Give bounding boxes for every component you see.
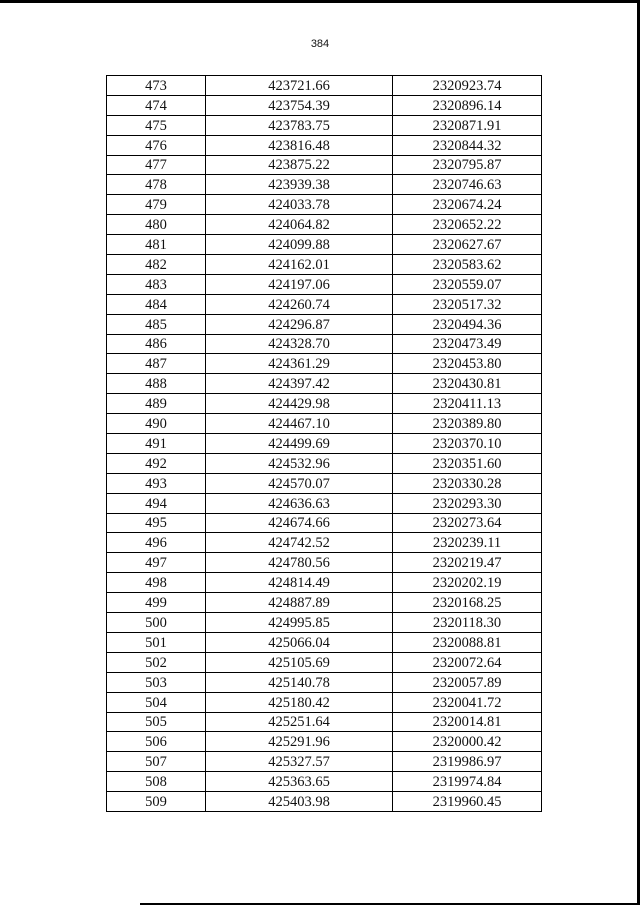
table-row	[107, 354, 542, 374]
point-id-cell: 502	[107, 652, 206, 672]
y-coordinate-cell: 2320559.07	[393, 274, 542, 294]
table-row	[107, 175, 542, 195]
x-coordinate-cell: 425363.65	[206, 772, 393, 792]
point-id-cell: 501	[107, 632, 206, 652]
scan-border-top	[0, 0, 640, 3]
y-coordinate-cell: 2320370.10	[393, 434, 542, 454]
point-id-cell: 500	[107, 613, 206, 633]
table-row	[107, 513, 542, 533]
y-coordinate-cell: 2320118.30	[393, 613, 542, 633]
y-coordinate-cell: 2320844.32	[393, 135, 542, 155]
table-row	[107, 493, 542, 513]
y-coordinate-cell: 2320000.42	[393, 732, 542, 752]
x-coordinate-cell: 424780.56	[206, 553, 393, 573]
point-id-cell: 475	[107, 115, 206, 135]
y-coordinate-cell: 2320219.47	[393, 553, 542, 573]
point-id-cell: 486	[107, 334, 206, 354]
table-row	[107, 573, 542, 593]
point-id-cell: 505	[107, 712, 206, 732]
table-row	[107, 235, 542, 255]
table-row	[107, 115, 542, 135]
y-coordinate-cell: 2320746.63	[393, 175, 542, 195]
y-coordinate-cell: 2320517.32	[393, 294, 542, 314]
x-coordinate-cell: 423754.39	[206, 95, 393, 115]
point-id-cell: 477	[107, 155, 206, 175]
point-id-cell: 493	[107, 473, 206, 493]
point-id-cell: 508	[107, 772, 206, 792]
x-coordinate-cell: 424995.85	[206, 613, 393, 633]
table-row	[107, 453, 542, 473]
x-coordinate-cell: 424814.49	[206, 573, 393, 593]
point-id-cell: 473	[107, 76, 206, 96]
x-coordinate-cell: 423939.38	[206, 175, 393, 195]
table-row	[107, 274, 542, 294]
table-row	[107, 135, 542, 155]
x-coordinate-cell: 424532.96	[206, 453, 393, 473]
x-coordinate-cell: 424260.74	[206, 294, 393, 314]
x-coordinate-cell: 425327.57	[206, 752, 393, 772]
table-row	[107, 314, 542, 334]
x-coordinate-cell: 424328.70	[206, 334, 393, 354]
x-coordinate-cell: 424636.63	[206, 493, 393, 513]
table-row	[107, 613, 542, 633]
x-coordinate-cell: 424742.52	[206, 533, 393, 553]
point-id-cell: 482	[107, 255, 206, 275]
y-coordinate-cell: 2320923.74	[393, 76, 542, 96]
table-row	[107, 334, 542, 354]
table-row	[107, 752, 542, 772]
y-coordinate-cell: 2320583.62	[393, 255, 542, 275]
y-coordinate-cell: 2320273.64	[393, 513, 542, 533]
point-id-cell: 504	[107, 692, 206, 712]
x-coordinate-cell: 424361.29	[206, 354, 393, 374]
y-coordinate-cell: 2320057.89	[393, 672, 542, 692]
x-coordinate-cell: 425066.04	[206, 632, 393, 652]
table-row	[107, 672, 542, 692]
table-row	[107, 294, 542, 314]
x-coordinate-cell: 424162.01	[206, 255, 393, 275]
x-coordinate-cell: 423783.75	[206, 115, 393, 135]
table-row	[107, 772, 542, 792]
table-row	[107, 374, 542, 394]
table-row	[107, 692, 542, 712]
point-id-cell: 507	[107, 752, 206, 772]
y-coordinate-cell: 2320896.14	[393, 95, 542, 115]
table-row	[107, 394, 542, 414]
y-coordinate-cell: 2319986.97	[393, 752, 542, 772]
y-coordinate-cell: 2320330.28	[393, 473, 542, 493]
point-id-cell: 483	[107, 274, 206, 294]
point-id-cell: 495	[107, 513, 206, 533]
point-id-cell: 491	[107, 434, 206, 454]
x-coordinate-cell: 424467.10	[206, 414, 393, 434]
x-coordinate-cell: 425403.98	[206, 792, 393, 812]
point-id-cell: 484	[107, 294, 206, 314]
point-id-cell: 494	[107, 493, 206, 513]
x-coordinate-cell: 424064.82	[206, 215, 393, 235]
x-coordinate-cell: 424099.88	[206, 235, 393, 255]
x-coordinate-cell: 424499.69	[206, 434, 393, 454]
table-row	[107, 732, 542, 752]
table-row	[107, 473, 542, 493]
table-row	[107, 792, 542, 812]
y-coordinate-cell: 2319960.45	[393, 792, 542, 812]
x-coordinate-cell: 423816.48	[206, 135, 393, 155]
coordinate-table	[106, 75, 542, 812]
table-row	[107, 434, 542, 454]
y-coordinate-cell: 2320795.87	[393, 155, 542, 175]
point-id-cell: 487	[107, 354, 206, 374]
y-coordinate-cell: 2320871.91	[393, 115, 542, 135]
y-coordinate-cell: 2320674.24	[393, 195, 542, 215]
table-row	[107, 712, 542, 732]
y-coordinate-cell: 2320652.22	[393, 215, 542, 235]
x-coordinate-cell: 424197.06	[206, 274, 393, 294]
x-coordinate-cell: 423721.66	[206, 76, 393, 96]
y-coordinate-cell: 2320293.30	[393, 493, 542, 513]
page-number: 384	[310, 38, 330, 50]
point-id-cell: 499	[107, 593, 206, 613]
y-coordinate-cell: 2320430.81	[393, 374, 542, 394]
y-coordinate-cell: 2320494.36	[393, 314, 542, 334]
point-id-cell: 509	[107, 792, 206, 812]
y-coordinate-cell: 2320389.80	[393, 414, 542, 434]
coordinate-table-body	[107, 76, 542, 812]
point-id-cell: 492	[107, 453, 206, 473]
point-id-cell: 478	[107, 175, 206, 195]
point-id-cell: 497	[107, 553, 206, 573]
x-coordinate-cell: 425291.96	[206, 732, 393, 752]
x-coordinate-cell: 423875.22	[206, 155, 393, 175]
y-coordinate-cell: 2320041.72	[393, 692, 542, 712]
table-row	[107, 255, 542, 275]
table-row	[107, 593, 542, 613]
y-coordinate-cell: 2319974.84	[393, 772, 542, 792]
point-id-cell: 490	[107, 414, 206, 434]
x-coordinate-cell: 425105.69	[206, 652, 393, 672]
y-coordinate-cell: 2320072.64	[393, 652, 542, 672]
point-id-cell: 476	[107, 135, 206, 155]
y-coordinate-cell: 2320014.81	[393, 712, 542, 732]
point-id-cell: 480	[107, 215, 206, 235]
x-coordinate-cell: 424570.07	[206, 473, 393, 493]
y-coordinate-cell: 2320168.25	[393, 593, 542, 613]
point-id-cell: 485	[107, 314, 206, 334]
table-row	[107, 414, 542, 434]
y-coordinate-cell: 2320351.60	[393, 453, 542, 473]
y-coordinate-cell: 2320088.81	[393, 632, 542, 652]
y-coordinate-cell: 2320411.13	[393, 394, 542, 414]
y-coordinate-cell: 2320627.67	[393, 235, 542, 255]
x-coordinate-cell: 424887.89	[206, 593, 393, 613]
x-coordinate-cell: 424397.42	[206, 374, 393, 394]
table-row	[107, 155, 542, 175]
point-id-cell: 481	[107, 235, 206, 255]
table-row	[107, 215, 542, 235]
x-coordinate-cell: 424674.66	[206, 513, 393, 533]
y-coordinate-cell: 2320473.49	[393, 334, 542, 354]
point-id-cell: 474	[107, 95, 206, 115]
table-row	[107, 652, 542, 672]
point-id-cell: 488	[107, 374, 206, 394]
x-coordinate-cell: 424033.78	[206, 195, 393, 215]
y-coordinate-cell: 2320202.19	[393, 573, 542, 593]
y-coordinate-cell: 2320453.80	[393, 354, 542, 374]
point-id-cell: 498	[107, 573, 206, 593]
point-id-cell: 479	[107, 195, 206, 215]
table-row	[107, 553, 542, 573]
table-row	[107, 76, 542, 96]
point-id-cell: 506	[107, 732, 206, 752]
table-row	[107, 533, 542, 553]
table-row	[107, 95, 542, 115]
point-id-cell: 496	[107, 533, 206, 553]
table-row	[107, 195, 542, 215]
x-coordinate-cell: 425140.78	[206, 672, 393, 692]
y-coordinate-cell: 2320239.11	[393, 533, 542, 553]
point-id-cell: 489	[107, 394, 206, 414]
x-coordinate-cell: 424429.98	[206, 394, 393, 414]
point-id-cell: 503	[107, 672, 206, 692]
x-coordinate-cell: 424296.87	[206, 314, 393, 334]
x-coordinate-cell: 425251.64	[206, 712, 393, 732]
x-coordinate-cell: 425180.42	[206, 692, 393, 712]
table-row	[107, 632, 542, 652]
